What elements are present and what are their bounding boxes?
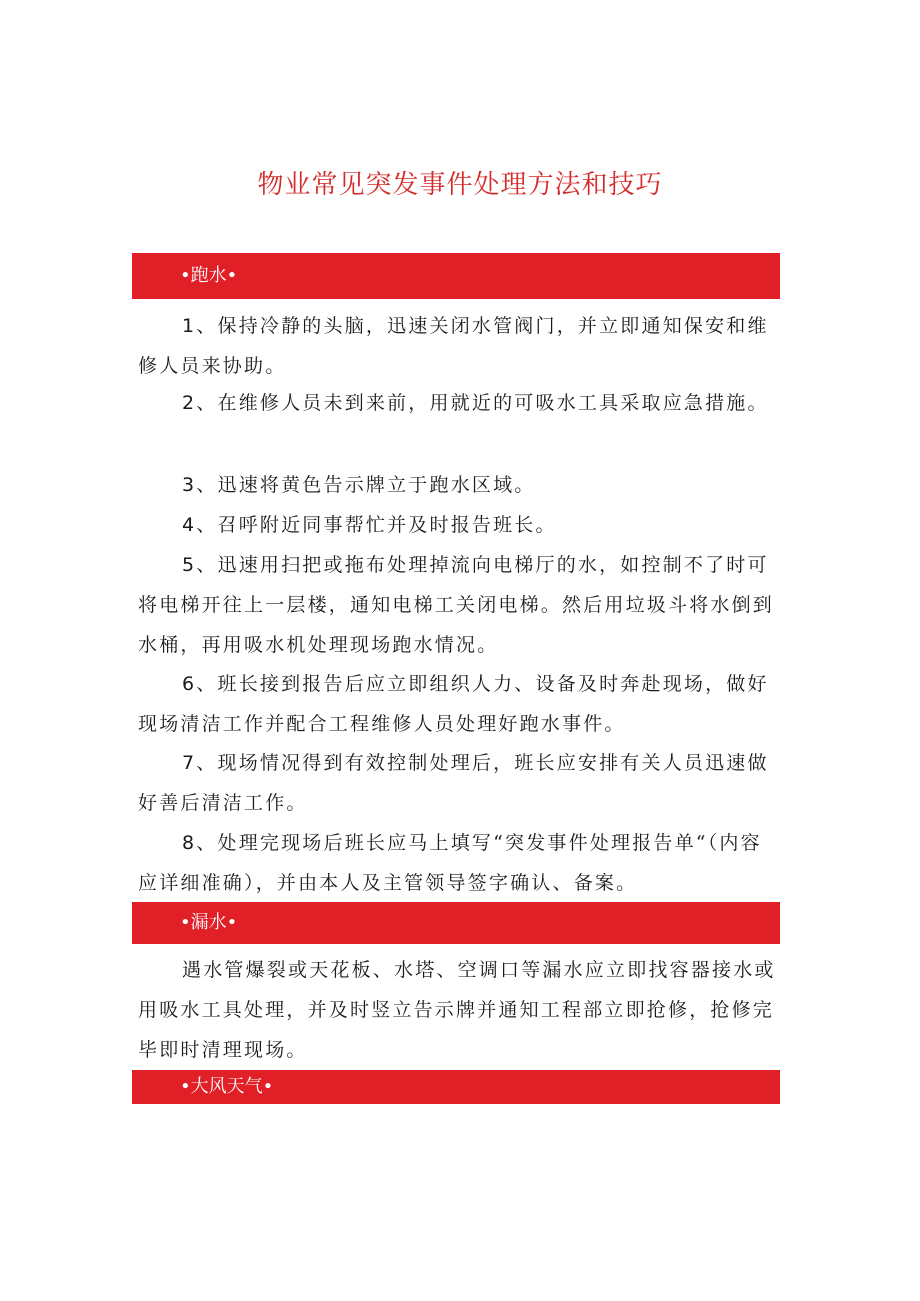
section-heading-label: •大风天气• [180, 1076, 274, 1097]
list-item [138, 823, 778, 903]
item-text: 、召呼附近同事帮忙并及时报告班长。 [196, 514, 557, 536]
section-heading-da-feng-tian-qi [132, 1070, 780, 1104]
page-title: 物业常见突发事件处理方法和技巧 [257, 170, 663, 200]
list-item [138, 664, 778, 744]
section-heading-label: •跑水• [180, 265, 238, 286]
item-text: 、在维修人员未到来前，用就近的可吸水工具采取应急措施。 [196, 392, 769, 414]
paragraph-text: 遇水管爆裂或天花板、水塔、空调口等漏水应立即找容器接水或用吸水工具处理，并及时竖立告示牌并通知工程部立即抢修，抢修完毕即时清理现场。 [138, 959, 776, 1061]
list-item [138, 306, 778, 386]
item-text: 、迅速用扫把或拖布处理掉流向电梯厅的水，如控制不了时可将电梯开往上一层楼，通知电梯工关闭电梯。然后用垃圾斗将水倒到水桶，再用吸水机处理现场跑水情况。 [138, 554, 775, 656]
list-item [138, 465, 778, 505]
section-heading-lou-shui [132, 902, 780, 944]
list-item [138, 383, 778, 423]
item-number: 6 [182, 673, 197, 695]
list-item [138, 743, 778, 823]
item-number: 2 [182, 392, 197, 414]
item-text: 、迅速将黄色告示牌立于跑水区域。 [196, 474, 536, 496]
item-number: 1 [182, 315, 197, 337]
item-text: 、处理完现场后班长应马上填写“突发事件处理报告单“（内容应详细准确），并由本人及主管领导签字确认、备案。 [138, 832, 762, 894]
list-item [138, 545, 778, 665]
item-number: 4 [182, 514, 197, 536]
section-heading-label: •漏水• [180, 912, 238, 933]
list-item [138, 505, 778, 545]
item-text: 、保持冷静的头脑，迅速关闭水管阀门，并立即通知保安和维修人员来协助。 [138, 315, 769, 377]
item-number: 5 [182, 554, 197, 576]
section-heading-pao-shui [132, 253, 780, 299]
item-number: 8 [182, 832, 197, 854]
item-text: 、班长接到报告后应立即组织人力、设备及时奔赴现场，做好现场清洁工作并配合工程维修人员处理好跑水事件。 [138, 673, 769, 735]
item-number: 7 [182, 752, 197, 774]
item-text: 、现场情况得到有效控制处理后，班长应安排有关人员迅速做好善后清洁工作。 [138, 752, 769, 814]
section-paragraph [138, 950, 778, 1070]
item-number: 3 [182, 474, 197, 496]
